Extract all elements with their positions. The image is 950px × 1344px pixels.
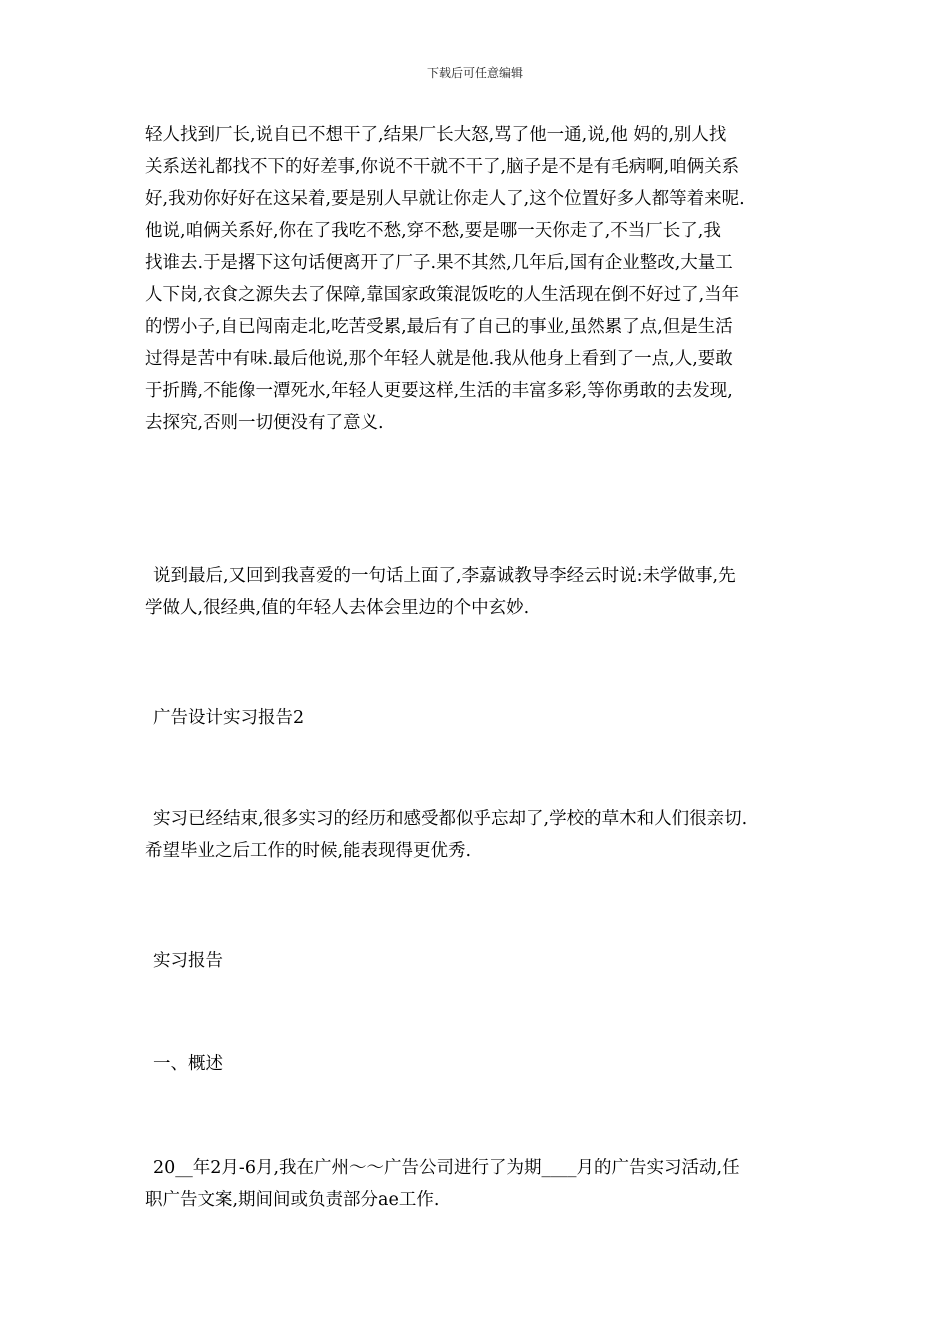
text-line: 关系送礼都找不下的好差事,你说不干就不干了,脑子是不是有毛病啊,咱俩关系 <box>145 157 740 177</box>
page-header-note: 下载后可任意编辑 <box>426 66 523 80</box>
text-line: 学做人,很经典,值的年轻人去体会里边的个中玄妙. <box>145 598 530 618</box>
text-line: 说到最后,又回到我喜爱的一句话上面了,李嘉诚教导李经云时说:未学做事,先 <box>153 566 736 586</box>
text-line: 20__年2月-6月,我在广州～～广告公司进行了为期____月的广告实习活动,任 <box>153 1158 740 1178</box>
text-line: 找谁去.于是撂下这句话便离开了厂子.果不其然,几年后,国有企业整改,大量工 <box>145 253 733 273</box>
text-line: 希望毕业之后工作的时候,能表现得更优秀. <box>145 841 472 861</box>
body-paragraph-2 <box>145 560 815 624</box>
text-line: 轻人找到厂长,说自已不想干了,结果厂长大怒,骂了他一通,说,他 妈的,别人找 <box>145 125 727 145</box>
text-line: 他说,咱俩关系好,你在了我吃不愁,穿不愁,要是哪一天你走了,不当厂长了,我 <box>145 221 721 241</box>
text-line: 好,我劝你好好在这呆着,要是别人早就让你走人了,这个位置好多人都等着来呢. <box>145 189 745 209</box>
body-paragraph-1 <box>145 119 815 439</box>
body-paragraph-3 <box>145 803 815 867</box>
text-line: 过得是苦中有味.最后他说,那个年轻人就是他.我从他身上看到了一点,人,要敢 <box>145 349 733 369</box>
section-heading-overview: 一、概述 <box>153 1054 223 1074</box>
text-line: 去探究,否则一切便没有了意义. <box>145 413 384 433</box>
text-line: 于折腾,不能像一潭死水,年轻人更要这样,生活的丰富多彩,等你勇敢的去发现, <box>145 381 733 401</box>
text-line: 人下岗,衣食之源失去了保障,靠国家政策混饭吃的人生活现在倒不好过了,当年 <box>145 285 740 305</box>
subtitle-internship-report: 实习报告 <box>153 951 223 971</box>
text-line: 实习已经结束,很多实习的经历和感受都似乎忘却了,学校的草木和人们很亲切. <box>153 809 748 829</box>
report-title-2: 广告设计实习报告2 <box>153 708 305 728</box>
text-line: 职广告文案,期间间或负责部分ae工作. <box>145 1190 440 1210</box>
body-paragraph-4 <box>145 1152 815 1216</box>
text-line: 的愣小子,自已闯南走北,吃苦受累,最后有了自己的事业,虽然累了点,但是生活 <box>145 317 733 337</box>
